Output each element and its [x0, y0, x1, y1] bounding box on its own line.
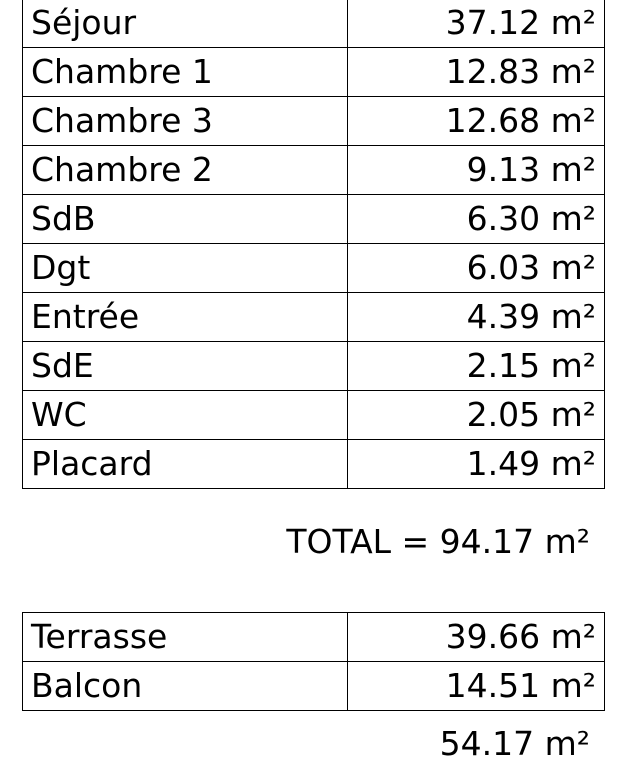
table-row: [23, 48, 605, 97]
room-area: 1.49 m²: [348, 440, 605, 489]
outdoor-name: Balcon: [23, 662, 348, 711]
table-row: [23, 440, 605, 489]
table-row: [23, 146, 605, 195]
table-row: [23, 0, 605, 48]
room-area: 2.05 m²: [348, 391, 605, 440]
outdoor-area: 39.66 m²: [348, 613, 605, 662]
table-row: [23, 662, 605, 711]
room-name: Chambre 3: [23, 97, 348, 146]
table-row: [23, 293, 605, 342]
outdoor-total: 54.17 m²: [439, 724, 590, 763]
room-name: Chambre 2: [23, 146, 348, 195]
room-area: 37.12 m²: [348, 0, 605, 48]
table-row: [23, 613, 605, 662]
room-name: Placard: [23, 440, 348, 489]
table-row: [23, 391, 605, 440]
room-area: 12.83 m²: [348, 48, 605, 97]
table-row: [23, 195, 605, 244]
room-name: Entrée: [23, 293, 348, 342]
table-row: [23, 342, 605, 391]
outdoor-area: 14.51 m²: [348, 662, 605, 711]
rooms-total: TOTAL = 94.17 m²: [286, 522, 590, 561]
room-name: Chambre 1: [23, 48, 348, 97]
outdoor-area-table: [22, 612, 605, 711]
room-area: 4.39 m²: [348, 293, 605, 342]
room-area: 6.30 m²: [348, 195, 605, 244]
table-row: [23, 97, 605, 146]
room-name: SdB: [23, 195, 348, 244]
table-row: [23, 244, 605, 293]
room-area: 9.13 m²: [348, 146, 605, 195]
room-area: 12.68 m²: [348, 97, 605, 146]
room-name: Séjour: [23, 0, 348, 48]
room-name: WC: [23, 391, 348, 440]
room-name: Dgt: [23, 244, 348, 293]
outdoor-name: Terrasse: [23, 613, 348, 662]
room-area: 6.03 m²: [348, 244, 605, 293]
room-area: 2.15 m²: [348, 342, 605, 391]
room-name: SdE: [23, 342, 348, 391]
rooms-area-table: [22, 0, 605, 489]
